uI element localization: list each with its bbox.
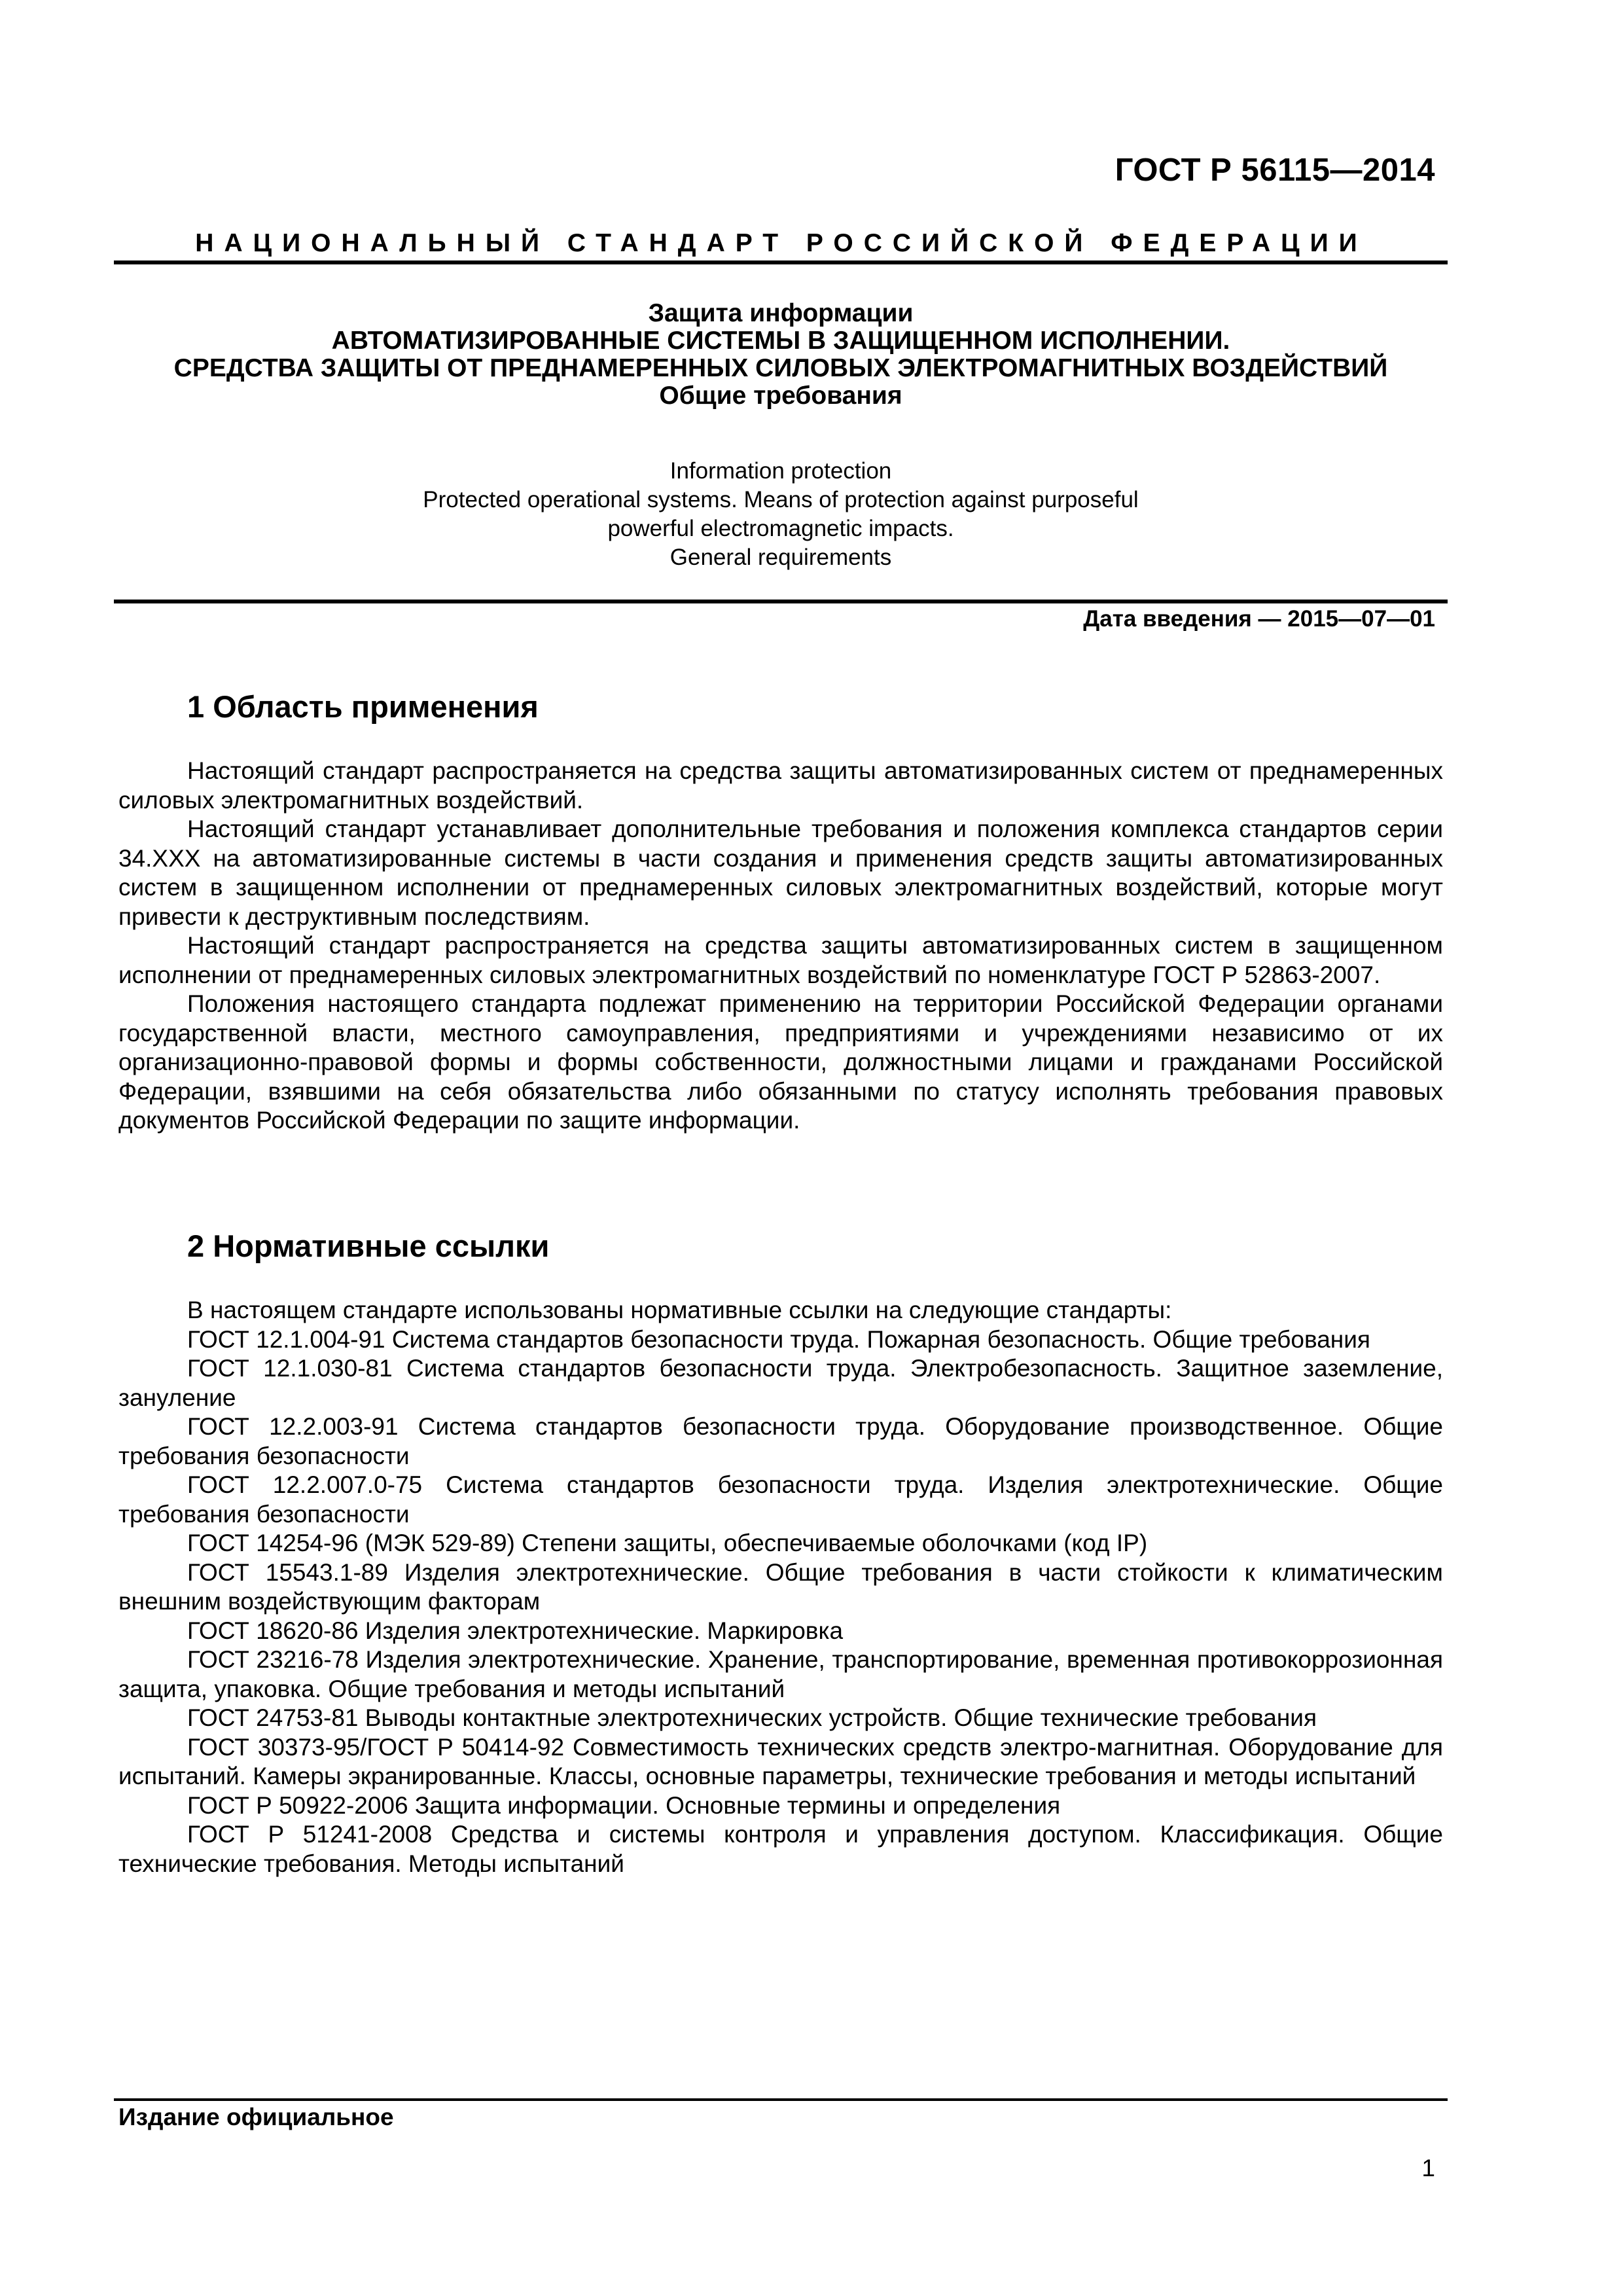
reference-item: ГОСТ 15543.1-89 Изделия электротехнические. Общие требования в части стойкости к климатическим внешним воздействующим факторам <box>118 1558 1443 1615</box>
reference-item: ГОСТ Р 50922-2006 Защита информации. Основные термины и определения <box>187 1791 1061 1819</box>
footer-rule <box>114 2098 1448 2101</box>
reference-item: ГОСТ 30373-95/ГОСТ Р 50414-92 Совместимость технических средств электро-магнитная. Оборудование для испытаний. Камеры экранированные. Классы, основные параметры, технические требования и методы испытаний <box>118 1733 1443 1789</box>
title-line-1: Защита информации <box>648 299 914 327</box>
title-line-2: АВТОМАТИЗИРОВАННЫЕ СИСТЕМЫ В ЗАЩИЩЕННОМ ИСПОЛНЕНИИ. <box>331 327 1230 355</box>
reference-item: ГОСТ 12.2.003-91 Система стандартов безопасности труда. Оборудование производственное. Общие требования безопасности <box>118 1413 1443 1469</box>
reference-item: ГОСТ 23216-78 Изделия электротехнические. Хранение, транспортирование, временная противокоррозионная защита, упаковка. Общие требования и методы испытаний <box>118 1646 1443 1702</box>
title-line-4: Общие требования <box>659 382 902 410</box>
en-title-line-2: Protected operational systems. Means of protection against purposeful <box>423 487 1139 512</box>
section-2-heading: 2 Нормативные ссылки <box>187 1229 550 1263</box>
paragraph: В настоящем стандарте использованы нормативные ссылки на следующие стандарты: <box>187 1297 1172 1323</box>
national-standard-title: НАЦИОНАЛЬНЫЙ СТАНДАРТ РОССИЙСКОЙ ФЕДЕРАЦИИ <box>195 229 1368 257</box>
official-edition-label: Издание официальное <box>118 2104 394 2130</box>
section-2-body <box>118 1296 1443 1878</box>
paragraph: Настоящий стандарт устанавливает дополнительные требования и положения комплекса стандартов серии 34.ХХХ на автоматизированные системы в части создания и применения средств защиты автоматизированных систем в защищенном исполнении от преднамеренных силовых электромагнитных воздействий, которые могут привести к деструктивным последствиям. <box>118 816 1443 930</box>
en-title-line-3: powerful electromagnetic impacts. <box>607 516 954 541</box>
document-number: ГОСТ Р 56115—2014 <box>1115 152 1435 188</box>
reference-item: ГОСТ 18620-86 Изделия электротехнические. Маркировка <box>187 1617 844 1644</box>
reference-item: ГОСТ 24753-81 Выводы контактные электротехнических устройств. Общие технические требования <box>187 1704 1317 1731</box>
reference-item: ГОСТ 12.1.004-91 Система стандартов безопасности труда. Пожарная безопасность. Общие требования <box>187 1325 1370 1353</box>
reference-item: ГОСТ 14254-96 (МЭК 529-89) Степени защиты, обеспечиваемые оболочками (код IP) <box>187 1530 1148 1556</box>
paragraph: Положения настоящего стандарта подлежат применению на территории Российской Федерации органами государственной власти, местного самоуправления, предприятиями и учреждениями независимо от их организационно-правовой формы и формы собственности, должностными лицами и гражданами Российской Федерации, взявшими на себя обязательства либо обязанными по статусу исполнять требования правовых документов Российской Федерации по защите информации. <box>118 990 1443 1134</box>
reference-item: ГОСТ 12.2.007.0-75 Система стандартов безопасности труда. Изделия электротехнические. Общие требования безопасности <box>118 1471 1443 1528</box>
section-1-body <box>118 757 1443 1136</box>
russian-title <box>114 300 1448 410</box>
paragraph: Настоящий стандарт распространяется на средства защиты автоматизированных систем от преднамеренных силовых электромагнитных воздействий. <box>118 757 1443 814</box>
introduction-date: Дата введения — 2015—07—01 <box>1083 606 1435 632</box>
english-title <box>114 457 1448 572</box>
reference-item: ГОСТ Р 51241-2008 Средства и системы контроля и управления доступом. Классификация. Общие технические требования. Методы испытаний <box>118 1821 1443 1877</box>
page-number: 1 <box>1421 2155 1435 2181</box>
title-line-3: СРЕДСТВА ЗАЩИТЫ ОТ ПРЕДНАМЕРЕННЫХ СИЛОВЫХ ЭЛЕКТРОМАГНИТНЫХ ВОЗДЕЙСТВИЙ <box>173 354 1388 382</box>
reference-item: ГОСТ 12.1.030-81 Система стандартов безопасности труда. Электробезопасность. Защитное заземление, зануление <box>118 1355 1443 1411</box>
title-rule <box>114 600 1448 603</box>
en-title-line-4: General requirements <box>669 545 892 570</box>
paragraph: Настоящий стандарт распространяется на средства защиты автоматизированных систем в защищенном исполнении от преднамеренных силовых электромагнитных воздействий по номенклатуре ГОСТ Р 52863-2007. <box>118 932 1443 988</box>
en-title-line-1: Information protection <box>669 458 892 484</box>
header-rule <box>114 260 1448 264</box>
section-1-heading: 1 Область применения <box>187 689 539 724</box>
